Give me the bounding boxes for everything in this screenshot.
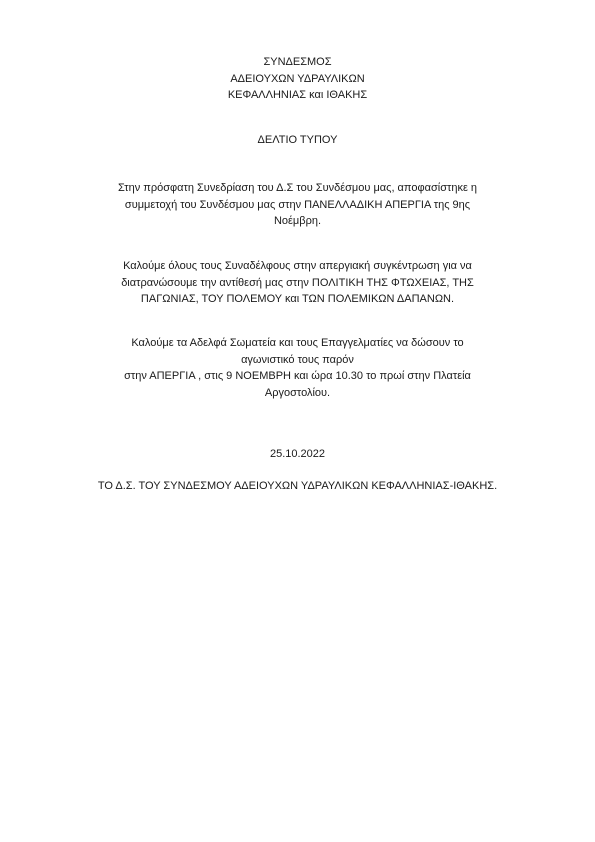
date-text: 25.10.2022 xyxy=(269,448,326,460)
paragraph-call-colleagues xyxy=(40,258,555,308)
paragraph-line: στην ΑΠΕΡΓΙΑ , στις 9 ΝΟΕΜΒΡΗ και ώρα 10.30 το πρωί στην Πλατεία xyxy=(124,370,471,382)
paragraph-line: αγωνιστικό τους παρόν xyxy=(241,353,354,366)
press-release-title xyxy=(40,132,555,149)
document-date xyxy=(40,446,555,463)
paragraph-line: Νοέμβρη. xyxy=(273,215,322,227)
paragraph-line: Καλούμε όλους τους Συναδέλφους στην απεργιακή συγκέντρωση για να xyxy=(123,260,472,272)
paragraph-decision xyxy=(40,180,555,230)
paragraph-line: ΠΑΓΩΝΙΑΣ, ΤΟΥ ΠΟΛΕΜΟΥ και ΤΩΝ ΠΟΛΕΜΙΚΩΝ ΔΑΠΑΝΩΝ. xyxy=(140,293,455,305)
header-line: ΑΔΕΙΟΥΧΩΝ ΥΔΡΑΥΛΙΚΩΝ xyxy=(230,72,365,85)
signature-text: ΤΟ Δ.Σ. ΤΟΥ ΣΥΝΔΕΣΜΟΥ ΑΔΕΙΟΥΧΩΝ ΥΔΡΑΥΛΙΚΩΝ ΚΕΦΑΛΛΗΝΙΑΣ-ΙΘΑΚΗΣ. xyxy=(97,480,498,492)
press-title-text: ΔΕΛΤΙΟ ΤΥΠΟΥ xyxy=(257,134,338,146)
paragraph-line: Στην πρόσφατη Συνεδρίαση του Δ.Σ του Συνδέσμου μας, αποφασίστηκε η xyxy=(117,182,478,194)
paragraph-call-associations xyxy=(40,335,555,401)
signature xyxy=(40,478,555,495)
header-line: ΣΥΝΔΕΣΜΟΣ xyxy=(263,56,332,68)
paragraph-line: Καλούμε τα Αδελφά Σωματεία και τους Επαγγελματίες να δώσουν το xyxy=(131,337,464,349)
paragraph-line: συμμετοχή του Συνδέσμου μας στην ΠΑΝΕΛΛΑΔΙΚΗ ΑΠΕΡΓΙΑ της 9ης xyxy=(124,198,471,211)
paragraph-line: Αργοστολίου. xyxy=(264,386,331,399)
header-line: ΚΕΦΑΛΛΗΝΙΑΣ και ΙΘΑΚΗΣ xyxy=(227,89,368,101)
organization-header xyxy=(40,54,555,104)
paragraph-line: διατρανώσουμε την αντίθεσή μας στην ΠΟΛΙΤΙΚΗ ΤΗΣ ΦΤΩΧΕΙΑΣ, ΤΗΣ xyxy=(121,276,474,289)
